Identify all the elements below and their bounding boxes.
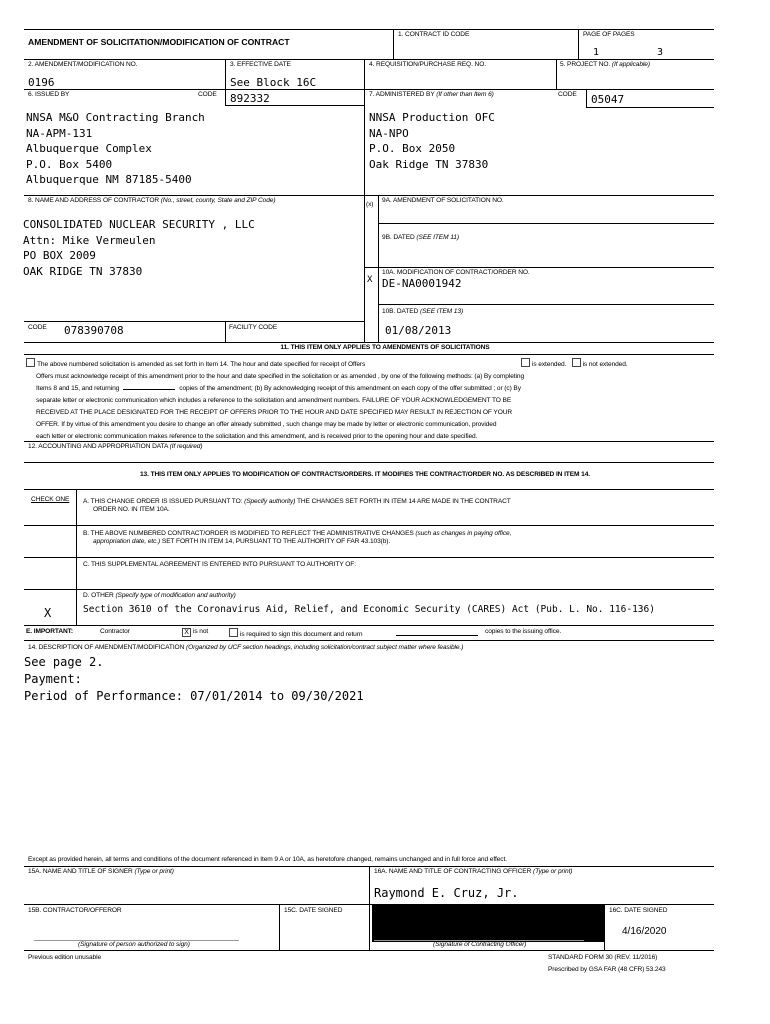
item-11-text: each letter or electronic communication makes reference to the solicitation and this amendment, and is received prior to the opening hour and date specified. bbox=[36, 433, 478, 440]
copies-label: copies to the issuing office. bbox=[485, 628, 562, 635]
address-line: P.O. Box 2050 bbox=[369, 142, 456, 155]
rule bbox=[378, 223, 714, 224]
is-not-label: is not bbox=[193, 628, 209, 635]
rule bbox=[279, 904, 280, 950]
item-13d-check-mark: X bbox=[44, 606, 52, 620]
issued-code: 892332 bbox=[230, 92, 270, 105]
issued-code-label: CODE bbox=[198, 91, 217, 98]
item-13a-text: ORDER NO. IN ITEM 10A. bbox=[93, 506, 170, 513]
signer-name-label: 15A. NAME AND TITLE OF SIGNER bbox=[28, 868, 133, 875]
signature-officer-caption: (Signature of Contracting Officer) bbox=[433, 941, 527, 948]
item-13b-text: SET FORTH IN ITEM 14, PURSUANT TO THE AUTHORITY OF FAR 43.103(b). bbox=[161, 538, 391, 545]
contractor-offeror-label: 15B. CONTRACTOR/OFFEROR bbox=[28, 907, 122, 914]
contractor-label: 8. NAME AND ADDRESS OF CONTRACTOR bbox=[28, 197, 160, 204]
is-required-label: is required to sign this document and return bbox=[240, 631, 363, 638]
rule bbox=[378, 195, 379, 342]
item-13-title: 13. THIS ITEM ONLY APPLIES TO MODIFICATION OF CONTRACTS/ORDERS. IT MODIFIES THE CONTRACT/ORDER NO. AS DESCRIBED IN ITEM 14. bbox=[139, 471, 591, 478]
item-11-text: Offers must acknowledge receipt of this amendment prior to the hour and date specified in the solicitation or as amended , by one of the following methods: (a) By completing bbox=[36, 373, 525, 380]
rule bbox=[24, 640, 714, 641]
effective-date: See Block 16C bbox=[230, 76, 317, 89]
rule bbox=[24, 441, 714, 442]
not-extended-checkbox[interactable] bbox=[572, 358, 581, 367]
address-line: NNSA M&O Contracting Branch bbox=[26, 111, 205, 124]
item-11-text: separate letter or electronic communication which includes a reference to the solicitation and amendment numbers. FAILURE OF YOUR ACKNOWLEDGEMENT TO BE bbox=[36, 397, 512, 404]
accounting-note: (If required) bbox=[169, 443, 203, 450]
address-line: PO BOX 2009 bbox=[23, 249, 96, 262]
description-line: See page 2. bbox=[24, 655, 104, 669]
item-13b-note: appropriation date, etc.) bbox=[93, 538, 161, 545]
amendment-no-label: 2. AMENDMENT/MODIFICATION NO. bbox=[28, 61, 138, 68]
item-13a-note: (Specify authority) bbox=[244, 498, 296, 505]
rule bbox=[24, 59, 714, 60]
signature-person-caption: (Signature of person authorized to sign) bbox=[78, 941, 190, 948]
address-line: Attn: Mike Vermeulen bbox=[23, 233, 156, 247]
rule bbox=[24, 557, 714, 558]
project-no-note: (If applicable) bbox=[611, 61, 650, 68]
dated-10b-value: 01/08/2013 bbox=[385, 324, 452, 337]
rule bbox=[604, 904, 605, 950]
description-label: 14. DESCRIPTION OF AMENDMENT/MODIFICATION bbox=[28, 644, 185, 651]
item-13a-text: A. THIS CHANGE ORDER IS ISSUED PURSUANT TO: bbox=[83, 498, 243, 505]
address-line: Albuquerque Complex bbox=[26, 142, 152, 155]
rule bbox=[24, 625, 714, 626]
form-title: AMENDMENT OF SOLICITATION/MODIFICATION OF CONTRACT bbox=[28, 37, 290, 47]
item-13d-authority: Section 3610 of the Coronavirus Aid, Relief, and Economic Security (CARES) Act (Pub. L. No. 116-136) bbox=[83, 604, 655, 615]
x-column-header: (x) bbox=[366, 201, 374, 208]
issued-by-address bbox=[26, 110, 205, 188]
check-one-label: CHECK ONE bbox=[31, 496, 70, 503]
contractor-code-label: CODE bbox=[28, 324, 47, 331]
redacted-signature bbox=[372, 905, 604, 942]
rule bbox=[364, 195, 365, 342]
modification-contract-label: 10A. MODIFICATION OF CONTRACT/ORDER NO. bbox=[382, 269, 530, 276]
item-13b-text: B. THE ABOVE NUMBERED CONTRACT/ORDER IS MODIFIED TO REFLECT THE ADMINISTRATIVE CHANGES bbox=[83, 530, 414, 537]
issued-by-label: 6. ISSUED BY bbox=[28, 91, 70, 98]
administered-by-address bbox=[369, 110, 495, 172]
amendment-no: 0196 bbox=[28, 76, 55, 89]
rule bbox=[24, 89, 714, 90]
extended-checkbox[interactable] bbox=[521, 358, 530, 367]
rule bbox=[225, 321, 226, 342]
contractor-word: Contractor bbox=[100, 628, 130, 635]
item-11-text: RECEIVED AT THE PLACE DESIGNATED FOR THE RECEIPT OF OFFERS PRIOR TO THE HOUR AND DATE SPECIFIED MAY RESULT IN REJECTION OF YOUR bbox=[36, 409, 513, 416]
officer-name: Raymond E. Cruz, Jr. bbox=[374, 886, 519, 900]
item-13d-note: (Specify type of modification and authority) bbox=[115, 592, 236, 599]
rule bbox=[24, 354, 714, 355]
description-line: Payment: bbox=[24, 672, 82, 686]
page-total: 3 bbox=[657, 47, 664, 58]
rule bbox=[24, 525, 714, 526]
united-states-label: 16B. UNITED STATES OF AMERICA bbox=[372, 913, 481, 920]
rule bbox=[369, 866, 370, 950]
date-signed-15c-label: 15C. DATE SIGNED bbox=[284, 907, 343, 914]
item-13c-text: C. THIS SUPPLEMENTAL AGREEMENT IS ENTERED INTO PURSUANT TO AUTHORITY OF: bbox=[83, 561, 356, 568]
address-line: Albuquerque NM 87185-5400 bbox=[26, 173, 192, 186]
previous-edition-note: Previous edition unusable bbox=[28, 954, 102, 961]
date-signed-16c: 4/16/2020 bbox=[622, 926, 667, 937]
rule bbox=[364, 59, 365, 89]
important-label: E. IMPORTANT: bbox=[26, 628, 73, 635]
rule bbox=[225, 59, 226, 89]
prescribed-by: Prescribed by GSA FAR (48 CFR) 53.243 bbox=[548, 966, 666, 973]
address-line: P.O. Box 5400 bbox=[26, 157, 113, 171]
description-line: Period of Performance: 07/01/2014 to 09/30/2021 bbox=[24, 689, 364, 703]
address-line: Oak Ridge TN 37830 bbox=[369, 157, 489, 171]
rule bbox=[578, 29, 579, 59]
rule bbox=[225, 89, 226, 105]
contract-id-code-label: 1. CONTRACT ID CODE bbox=[398, 31, 470, 38]
standard-form-number: STANDARD FORM 30 (REV. 11/2016) bbox=[548, 954, 658, 961]
accounting-label: 12. ACCOUNTING AND APPROPRIATION DATA bbox=[28, 443, 168, 450]
item-11-body bbox=[26, 358, 716, 443]
admin-code-label: CODE bbox=[558, 91, 577, 98]
requisition-label: 4. REQUISITION/PURCHASE REQ. NO. bbox=[369, 61, 486, 68]
admin-code: 05047 bbox=[591, 93, 625, 106]
except-statement: Except as provided herein, all terms and conditions of the document referenced in Item 9 A or 10A, as heretofore changed, remains unchanged and in full force and effect. bbox=[28, 856, 507, 863]
rule bbox=[556, 59, 557, 89]
modification-contract-no: DE-NA0001942 bbox=[382, 277, 462, 290]
item-11-text: copies of the amendment; (b) By acknowledging receipt of this amendment on each copy of the offer submitted ; or (c) By bbox=[179, 385, 521, 392]
item-13d-label: D. OTHER bbox=[83, 592, 114, 599]
officer-name-note: (Type or print) bbox=[532, 868, 573, 875]
copies-blank[interactable] bbox=[396, 635, 478, 636]
signer-name-note: (Type or print) bbox=[134, 868, 174, 875]
extended-label: is extended. bbox=[532, 361, 567, 368]
rule bbox=[24, 904, 714, 905]
address-line: NNSA Production OFC bbox=[369, 111, 495, 124]
rule bbox=[24, 321, 364, 322]
is-required-checkbox[interactable] bbox=[229, 628, 238, 637]
rule bbox=[24, 489, 714, 490]
description-body bbox=[24, 654, 364, 705]
is-not-checkbox[interactable]: X bbox=[182, 628, 191, 637]
contractor-code: 078390708 bbox=[64, 324, 124, 337]
item-13b-note: (such as changes in paying office, bbox=[415, 530, 512, 537]
address-line: CONSOLIDATED NUCLEAR SECURITY , LLC bbox=[23, 218, 255, 231]
10a-check-mark: X bbox=[367, 275, 373, 285]
project-no-label: 5. PROJECT NO. bbox=[560, 61, 611, 68]
contractor-address bbox=[23, 217, 255, 279]
rule bbox=[24, 29, 714, 30]
dated-10b-label: 10B. DATED bbox=[382, 308, 419, 315]
rule bbox=[24, 195, 714, 196]
date-signed-16c-label: 16C. DATE SIGNED bbox=[609, 907, 668, 914]
item-11-text: Items 8 and 15, and returning bbox=[36, 385, 120, 392]
item-11-text: OFFER. If by virtue of this amendment you desire to change an offer already submitted , such change may be made by letter or electronic communication, provided bbox=[36, 421, 497, 428]
officer-name-label: 16A. NAME AND TITLE OF CONTRACTING OFFICER bbox=[374, 868, 532, 875]
copies-blank[interactable] bbox=[123, 389, 175, 390]
dated-9b-label: 9B. DATED bbox=[382, 234, 415, 241]
dated-9b-note: (SEE ITEM 11) bbox=[416, 234, 459, 241]
rule bbox=[364, 89, 365, 195]
item-11-title: 11. THIS ITEM ONLY APPLIES TO AMENDMENTS OF SOLICITATIONS bbox=[280, 344, 490, 351]
page-of-pages-label: PAGE OF PAGES bbox=[583, 31, 635, 38]
dated-10b-note: (SEE ITEM 13) bbox=[420, 308, 464, 315]
address-line: OAK RIDGE TN 37830 bbox=[23, 264, 143, 278]
rule bbox=[24, 462, 714, 463]
facility-code-label: FACILITY CODE bbox=[229, 324, 278, 331]
rule bbox=[24, 342, 714, 343]
address-line: NA-NPO bbox=[369, 126, 409, 140]
rule bbox=[364, 267, 714, 268]
not-extended-label: is not extended. bbox=[582, 361, 628, 368]
item-11-text: The above numbered solicitation is amended as set forth in Item 14. The hour and date specified for receipt of Offers bbox=[37, 361, 366, 368]
rule bbox=[24, 589, 714, 590]
checkbox[interactable] bbox=[26, 358, 35, 367]
rule bbox=[586, 89, 587, 107]
rule bbox=[24, 950, 714, 951]
administered-by-label: 7. ADMINISTERED BY bbox=[369, 91, 435, 98]
address-line: NA-APM-131 bbox=[26, 126, 93, 140]
amendment-solicitation-label: 9A. AMENDMENT OF SOLICITATION NO. bbox=[382, 197, 504, 204]
rule bbox=[393, 29, 394, 59]
contractor-note: (No., street, county, State and ZIP Code) bbox=[160, 197, 276, 204]
rule bbox=[378, 304, 714, 305]
item-13a-text: THE CHANGES SET FORTH IN ITEM 14 ARE MADE IN THE CONTRACT bbox=[296, 498, 511, 505]
description-note: (Organized by UCF section headings, including solicitation/contract subject matter where feasible.) bbox=[185, 644, 464, 651]
effective-date-label: 3. EFFECTIVE DATE bbox=[230, 61, 291, 68]
administered-by-note: (If other than Item 6) bbox=[436, 91, 494, 98]
page-number: 1 bbox=[593, 47, 600, 58]
